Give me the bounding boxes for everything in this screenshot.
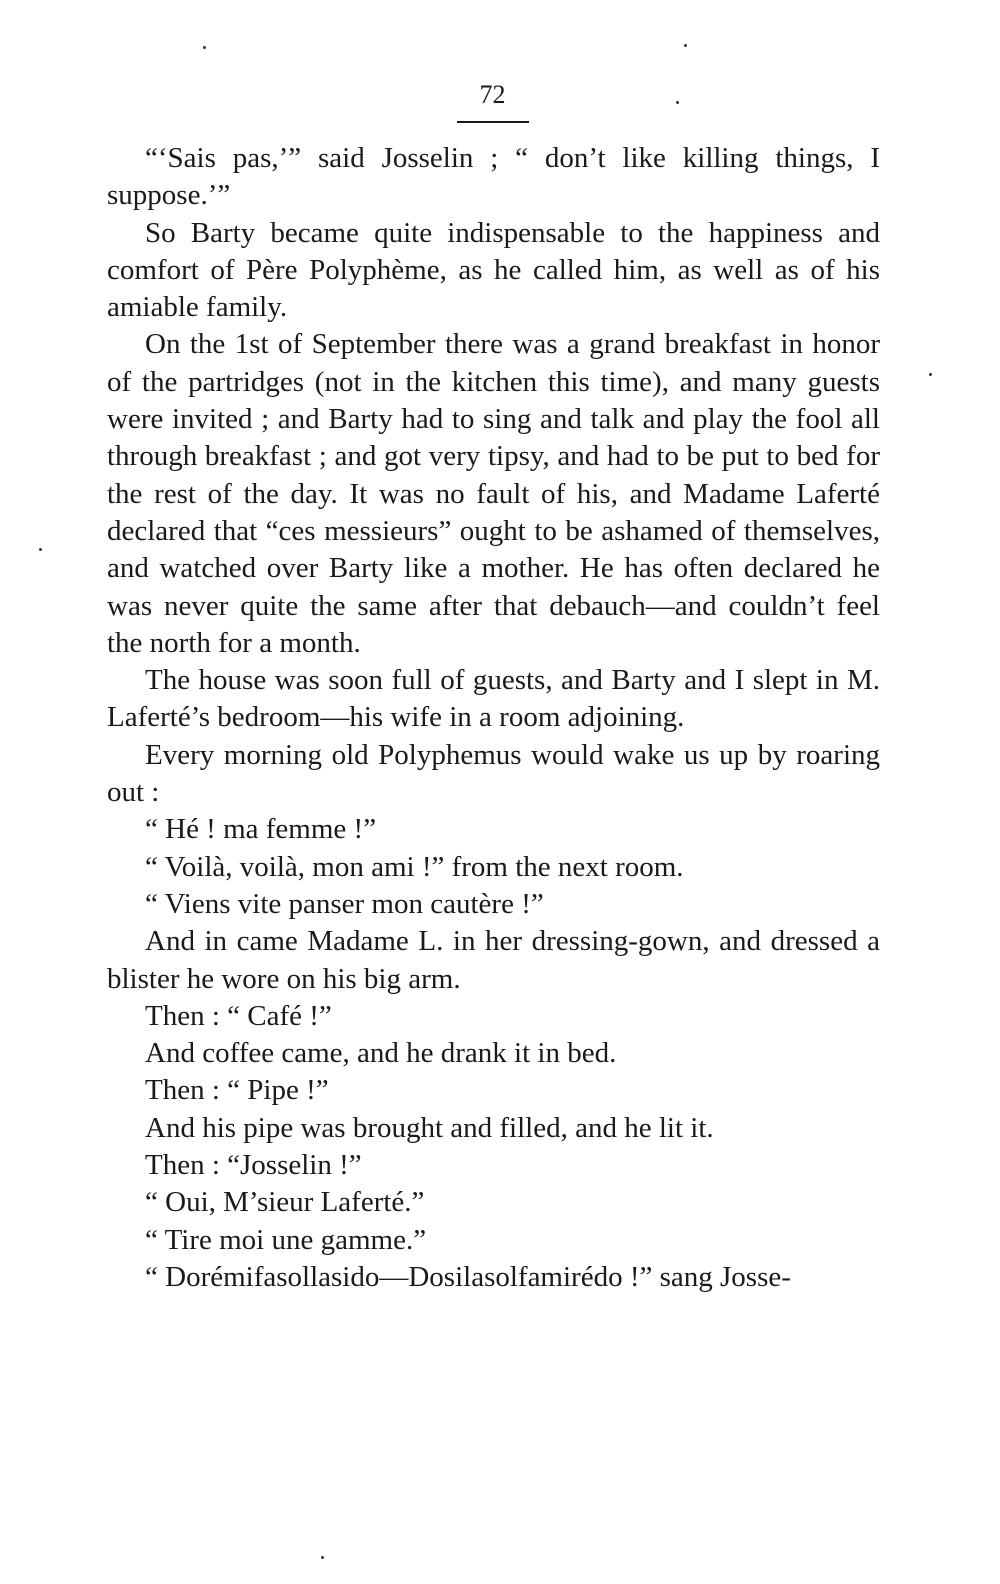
paper-speck	[929, 373, 932, 376]
page-number: 72	[479, 80, 506, 109]
body-text	[107, 140, 880, 1296]
paragraph: So Barty became quite indispensable to the happiness and comfort of Père Polyphème, as he called him, as well as of his amiable family.	[107, 216, 880, 324]
paragraph: “ Viens vite panser mon cautère !”	[145, 887, 544, 920]
paper-speck	[684, 44, 687, 47]
paper-speck	[39, 548, 42, 551]
paragraph: “ Tire moi une gamme.”	[145, 1223, 427, 1256]
paragraph: Then : “ Pipe !”	[145, 1074, 329, 1107]
paper-speck	[321, 1556, 324, 1559]
paragraph: “‘Sais pas,’” said Josselin ; “ don’t like killing things, I suppose.’”	[107, 142, 880, 212]
paragraph: And coffee came, and he drank it in bed.	[145, 1037, 617, 1070]
header-rule	[457, 121, 529, 123]
paragraph: “ Dorémifasollasido—Dosilasolfamirédo !” sang Josse-	[145, 1260, 791, 1293]
paper-speck	[203, 46, 206, 49]
paragraph: And in came Madame L. in her dressing-gown, and dressed a blister he wore on his big arm.	[107, 925, 880, 995]
paragraph: “ Oui, M’sieur Laferté.”	[145, 1186, 425, 1219]
paragraph: “ Voilà, voilà, mon ami !” from the next room.	[145, 850, 684, 883]
paragraph: And his pipe was brought and filled, and he lit it.	[145, 1111, 714, 1144]
paragraph: Then : “Josselin !”	[145, 1149, 362, 1182]
paragraph: Then : “ Café !”	[145, 999, 332, 1032]
paragraph: Every morning old Polyphemus would wake us up by roaring out :	[107, 738, 880, 809]
paragraph: The house was soon full of guests, and Barty and I slept in M. Laferté’s bedroom—his wife in a room adjoining.	[107, 664, 880, 734]
paragraph: “ Hé ! ma femme !”	[145, 813, 377, 846]
paper-speck	[676, 101, 679, 104]
paragraph: On the 1st of September there was a grand breakfast in honor of the partridges (not in the kitchen this time), and many guests were invited ; and Barty had to sing and talk and play the fool all through breakfast ; and got very tipsy, and had to be put to bed for the rest of the day. It was no fault of his, and Madame Laferté declared that “ces messieurs” ought to be ashamed of themselves, and watched over Barty like a mother. He has often declared he was never quite the same after that debauch—and couldn’t feel the north for a month.	[107, 328, 880, 659]
